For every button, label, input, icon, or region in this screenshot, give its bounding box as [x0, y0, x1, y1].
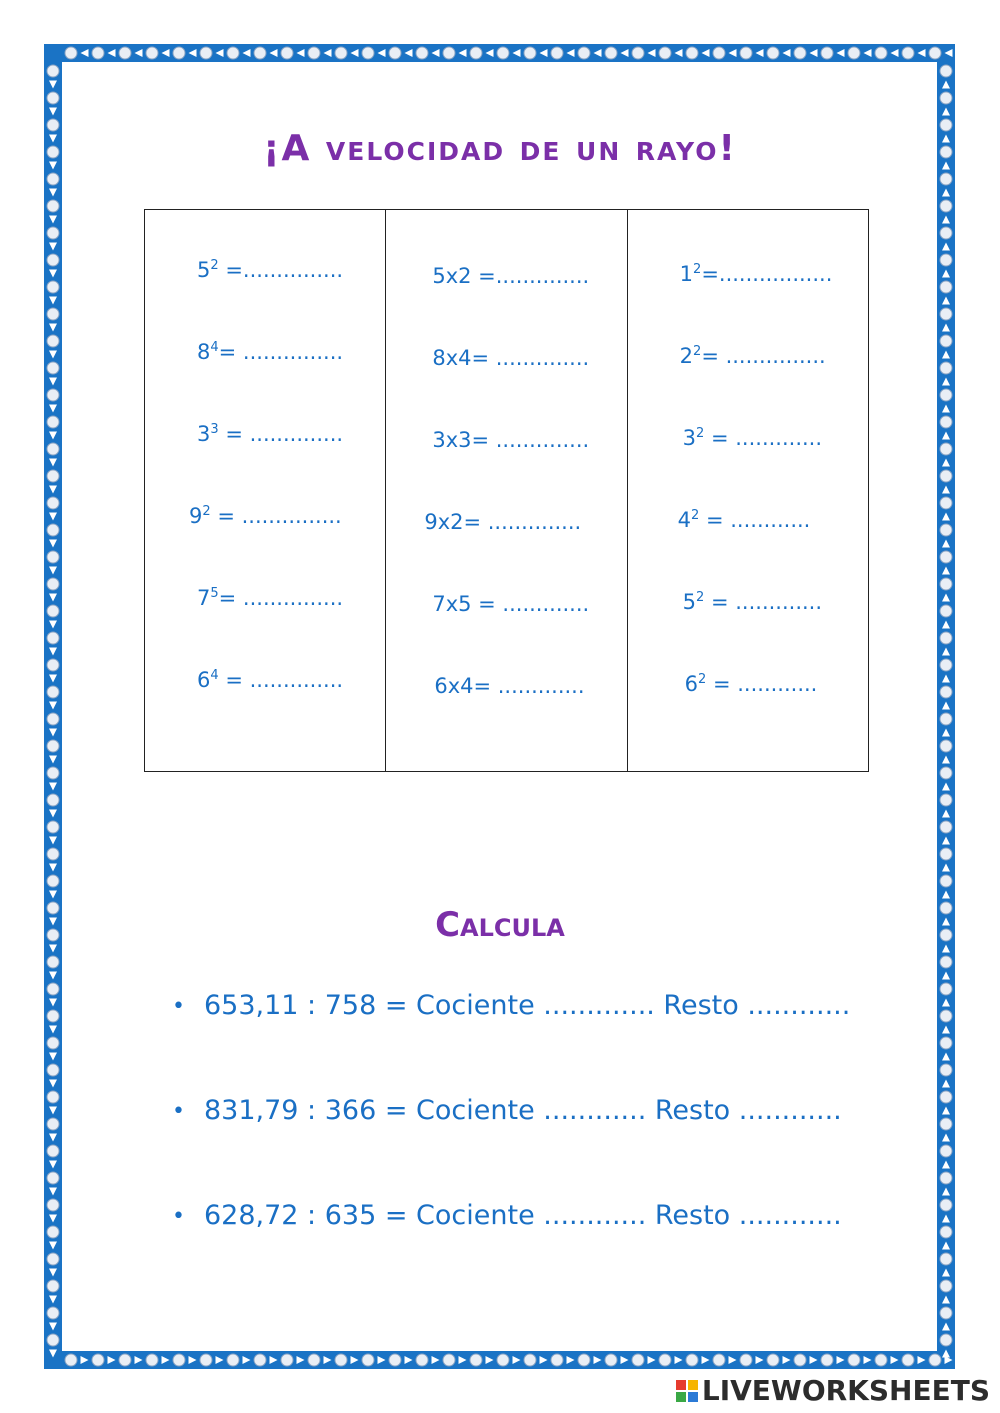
table-column-3: [627, 210, 868, 771]
exercise-cell[interactable]: $6^4$ = ..............: [197, 668, 344, 692]
division-exercise[interactable]: • 831,79 : 366 = Cociente ............ Resto ............: [172, 1095, 842, 1126]
exercise-cell[interactable]: $2^2=$ ...............: [679, 344, 826, 368]
bullet-icon: •: [172, 1099, 185, 1124]
exercise-cell[interactable]: $8^4=$ ...............: [197, 340, 344, 364]
exercise-table: [144, 209, 869, 772]
liveworksheets-logo: [676, 1374, 990, 1407]
division-exercise[interactable]: • 628,72 : 635 = Cociente ............ Resto ............: [172, 1200, 842, 1231]
exercise-cell[interactable]: $3^3$ = ..............: [197, 422, 344, 446]
exercise-cell[interactable]: 5x2 =..............: [432, 264, 590, 288]
exercise-cell[interactable]: $5^2$ = .............: [682, 590, 823, 614]
exercise-cell[interactable]: 7x5 = .............: [432, 592, 590, 616]
bullet-icon: •: [172, 994, 185, 1019]
table-column-2: [385, 210, 626, 771]
exercise-cell[interactable]: $1^2=$.................: [679, 262, 833, 286]
brand-text: LIVEWORKSHEETS: [701, 1374, 990, 1407]
exercise-cell[interactable]: 6x4= .............: [434, 674, 585, 698]
exercise-cell[interactable]: $5^2$ =...............: [197, 258, 344, 282]
exercise-cell[interactable]: $9^2$ = ...............: [189, 504, 342, 528]
exercise-cell[interactable]: $7^5=$ ...............: [197, 586, 344, 610]
bullet-icon: •: [172, 1204, 185, 1229]
division-exercise[interactable]: • 653,11 : 758 = Cociente ............. Resto ............: [172, 990, 851, 1021]
table-column-1: [145, 210, 385, 771]
logo-squares-icon: [676, 1380, 698, 1402]
exercise-cell[interactable]: 3x3= ..............: [432, 428, 590, 452]
exercise-cell[interactable]: $4^2$ = ............: [677, 508, 811, 532]
exercise-cell[interactable]: 8x4= ..............: [432, 346, 590, 370]
exercise-cell[interactable]: $3^2$ = .............: [682, 426, 823, 450]
exercise-cell[interactable]: 9x2= ..............: [424, 510, 582, 534]
section-title: Calcula: [435, 905, 565, 945]
exercise-cell[interactable]: $6^2$ = ............: [684, 672, 818, 696]
page-title: ¡A velocidad de un rayo!: [263, 128, 737, 169]
